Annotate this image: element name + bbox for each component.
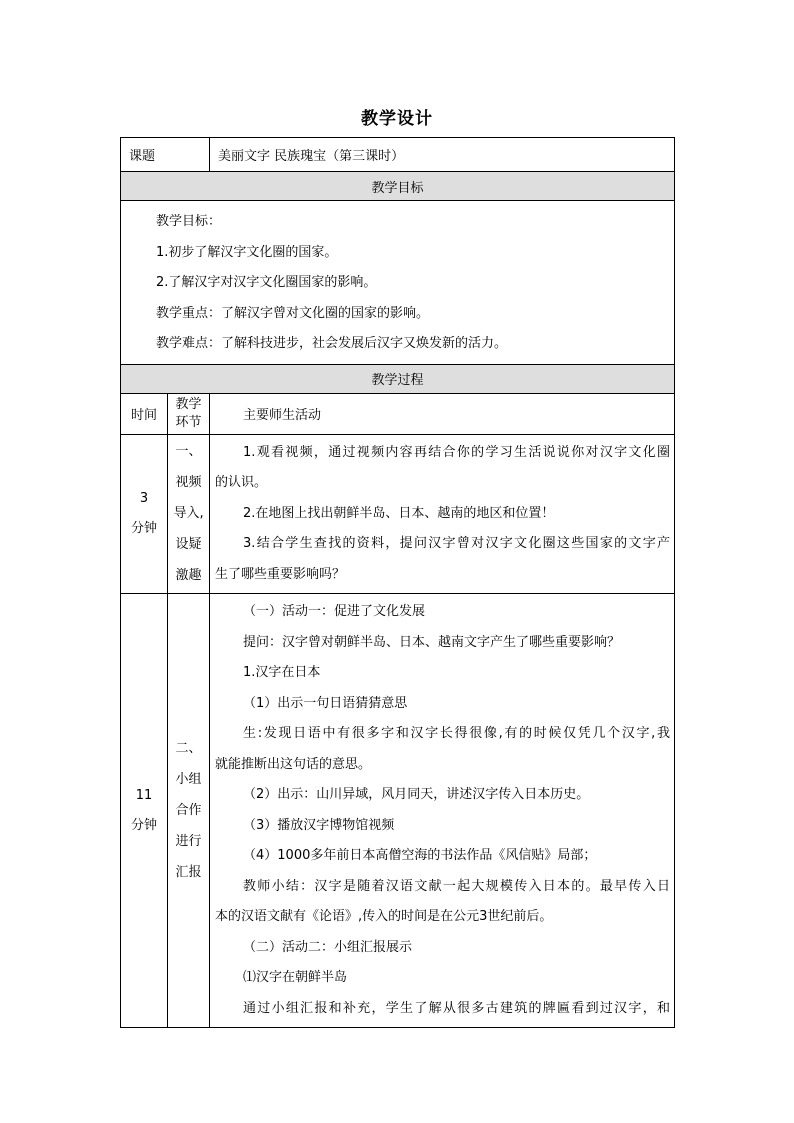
section2-step-line: 汇报 xyxy=(175,865,202,880)
objectives-row xyxy=(121,201,675,365)
activity-line: （一）活动一：促进了文化发展 xyxy=(243,604,426,619)
activity-line: 1.汉字在日本 xyxy=(243,665,321,680)
document-title: 教学设计 xyxy=(361,109,433,129)
lesson-plan-table xyxy=(120,137,675,1028)
activity-line: 的认识。 xyxy=(215,475,268,490)
activity-line: 通过小组汇报和补充，学生了解从很多古建筑的牌匾看到过汉字，和 xyxy=(243,1000,670,1016)
activity-line: 教师小结：汉字是随着汉语文献一起大规模传入日本的。最早传入日 xyxy=(243,878,670,894)
section1-step-line: 设疑 xyxy=(175,537,202,553)
course-row xyxy=(121,138,675,172)
activity-line: （3）播放汉字博物馆视频 xyxy=(243,817,395,833)
objectives-line: 教学难点：了解科技进步，社会发展后汉字又焕发新的活力。 xyxy=(156,336,508,351)
objectives-content xyxy=(121,201,675,365)
activity-line: 3.结合学生查找的资料，提问汉字曾对汉字文化圈这些国家的文字产 xyxy=(243,536,670,551)
section1-step-line: 导入, xyxy=(173,506,204,522)
col-step-header-line: 教学 xyxy=(175,396,202,412)
activity-line: 生:发现日语中有很多字和汉字长得很像,有的时候仅凭几个汉字,我 xyxy=(243,726,670,741)
activity-line: （二）活动二：小组汇报展示 xyxy=(243,939,413,955)
section1-step xyxy=(168,434,210,594)
section1-step-line: 激趣 xyxy=(175,568,202,584)
section1-step-line: 视频 xyxy=(175,475,202,491)
section1-time-value: 3 xyxy=(139,490,149,506)
course-value: 美丽文字 民族瑰宝（第三课时） xyxy=(210,138,675,172)
section2-step xyxy=(168,594,210,1028)
objectives-line: 1.初步了解汉字文化圈的国家。 xyxy=(156,244,338,260)
activity-line: 1.观看视频，通过视频内容再结合你的学习生活说说你对汉字文化圈 xyxy=(243,444,670,460)
col-main-header: 主要师生活动 xyxy=(210,393,675,434)
activity-line: （4）1000多年前日本高僧空海的书法作品《风信贴》局部； xyxy=(243,848,597,863)
process-header-row xyxy=(121,364,675,393)
column-header-row xyxy=(121,393,675,434)
section1-row xyxy=(121,434,675,594)
col-time-header: 时间 xyxy=(121,393,168,434)
objectives-line: 2.了解汉字对汉字文化圈国家的影响。 xyxy=(156,275,377,290)
section1-time xyxy=(121,434,168,594)
section2-step-line: 合作 xyxy=(175,803,202,818)
activity-line: （2）出示：山川异域，风月同天，讲述汉字传入日本历史。 xyxy=(243,787,590,802)
activity-line: 生了哪些重要影响吗？ xyxy=(215,566,346,582)
objectives-line: 教学重点：了解汉字曾对文化圈的国家的影响。 xyxy=(156,305,430,321)
activity-line: 2.在地图上找出朝鲜半岛、日本、越南的地区和位置！ xyxy=(243,505,555,521)
activity-line: 提问：汉字曾对朝鲜半岛、日本、越南文字产生了哪些重要影响？ xyxy=(243,634,621,650)
objectives-header: 教学目标 xyxy=(121,172,675,201)
activity-line: （1）出示一句日语猜猜意思 xyxy=(243,695,408,711)
section1-step-line: 一、 xyxy=(175,444,202,460)
course-label: 课题 xyxy=(121,138,210,172)
col-step-header xyxy=(168,393,210,434)
objectives-header-row xyxy=(121,172,675,201)
section1-time-unit: 分钟 xyxy=(130,520,157,536)
section2-time xyxy=(121,594,168,1028)
section2-time-value: 11 xyxy=(135,787,153,803)
process-header: 教学过程 xyxy=(121,364,675,393)
activity-line: ⑴汉字在朝鲜半岛 xyxy=(243,970,348,985)
activity-line: 就能推断出这句话的意思。 xyxy=(215,756,372,772)
section2-time-unit: 分钟 xyxy=(130,817,157,833)
section2-row xyxy=(121,594,675,1028)
section1-activities xyxy=(210,434,675,594)
col-step-header-line: 环节 xyxy=(175,414,202,430)
activity-line: 本的汉语文献有《论语》,传入的时间是在公元3世纪前后。 xyxy=(215,909,553,924)
section2-step-line: 进行 xyxy=(175,834,202,849)
section2-step-line: 小组 xyxy=(175,772,202,787)
section2-activities xyxy=(210,594,675,1028)
objectives-line: 教学目标： xyxy=(156,214,222,229)
section2-step-line: 二、 xyxy=(175,741,202,756)
